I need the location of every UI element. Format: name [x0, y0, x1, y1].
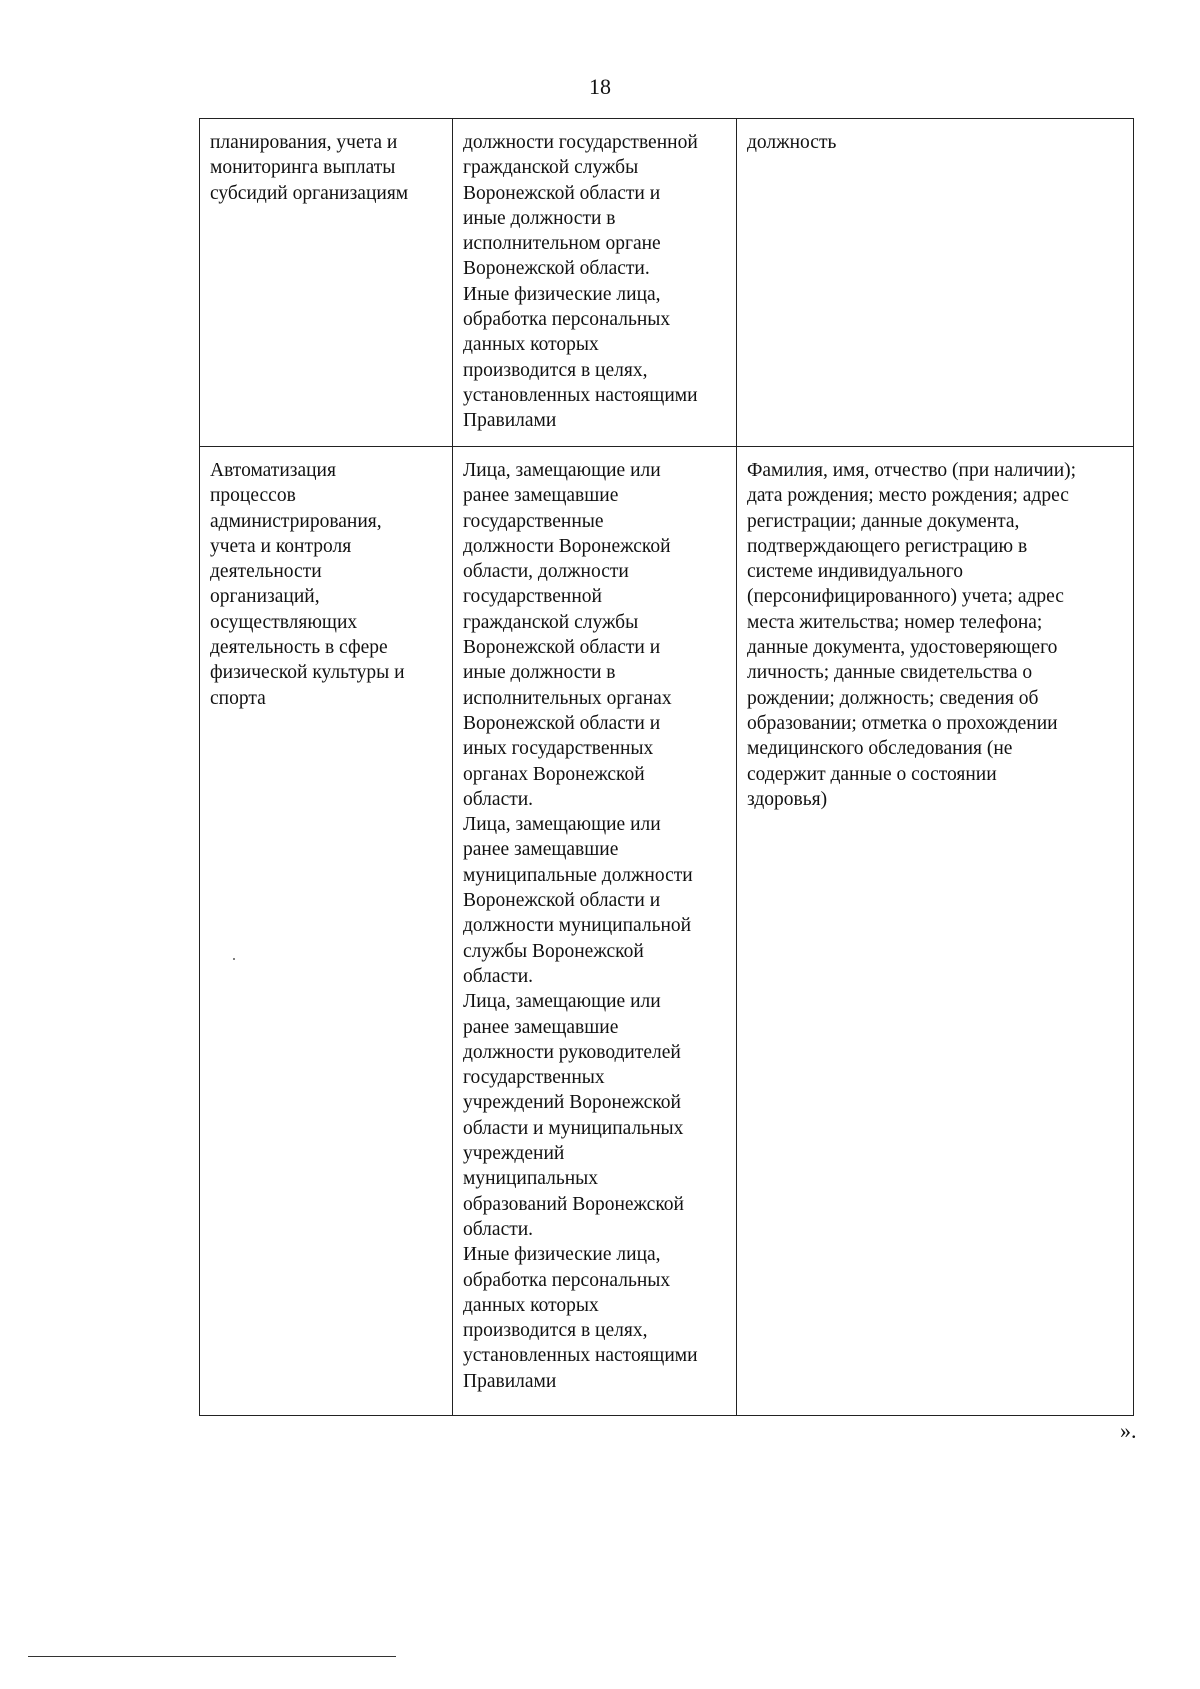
table-row [200, 119, 1134, 447]
footnote-divider [28, 1656, 396, 1657]
data-categories-text: Фамилия, имя, отчество (при наличии); дата рождения; место рождения; адрес регистрации; данные документа, подтверждающего регистрацию в системе индивидуального (персонифицированного) учета; адрес места жительства; номер телефона; данные документа, удостоверяющего личность; данные свидетельства о рождении; должность; сведения об образовании; отметка о прохождении медицинского обследования (не содержит данные о состоянии здоровья) [747, 460, 1077, 810]
subjects-cell [453, 119, 737, 447]
data-categories-cell [737, 447, 1134, 1416]
closing-quote-mark: ». [1120, 1418, 1137, 1443]
purpose-cell [200, 447, 453, 1416]
purpose-text: Автоматизация процессов администрирования, учета и контроля деятельности организаций, осуществляющих деятельность в сфере физической культуры и спорта [210, 460, 405, 709]
table-row [200, 447, 1134, 1416]
scan-speck [233, 958, 235, 960]
subjects-text: Лица, замещающие или ранее замещавшие государственные должности Воронежской области, должности государственной гражданской службы Воронежской области и иные должности в исполнительных органах Воронежской области и иных государственных органах Воронежской области. Лица, замещающие или ранее замещавшие муниципальные должности Воронежской области и должности муниципальной службы Воронежской области. Лица, замещающие или ранее замещавшие должности руководителей государственных учреждений Воронежской области и муниципальных учреждений муниципальных образований Воронежской области. Иные физические лица, обработка персональных данных которых производится в целях, установленных настоящими Правилами [463, 460, 698, 1392]
data-categories-cell [737, 119, 1134, 447]
subjects-cell [453, 447, 737, 1416]
data-categories-text: должность [747, 132, 837, 153]
subjects-text: должности государственной гражданской службы Воронежской области и иные должности в исполнительном органе Воронежской области. Иные физические лица, обработка персональных данных которых производится в целях, установленных настоящими Правилами [463, 132, 698, 432]
page-number: 18 [589, 74, 611, 99]
purpose-text: планирования, учета и мониторинга выплаты субсидий организациям [210, 132, 409, 204]
purpose-cell [200, 119, 453, 447]
personal-data-table [199, 118, 1134, 1416]
